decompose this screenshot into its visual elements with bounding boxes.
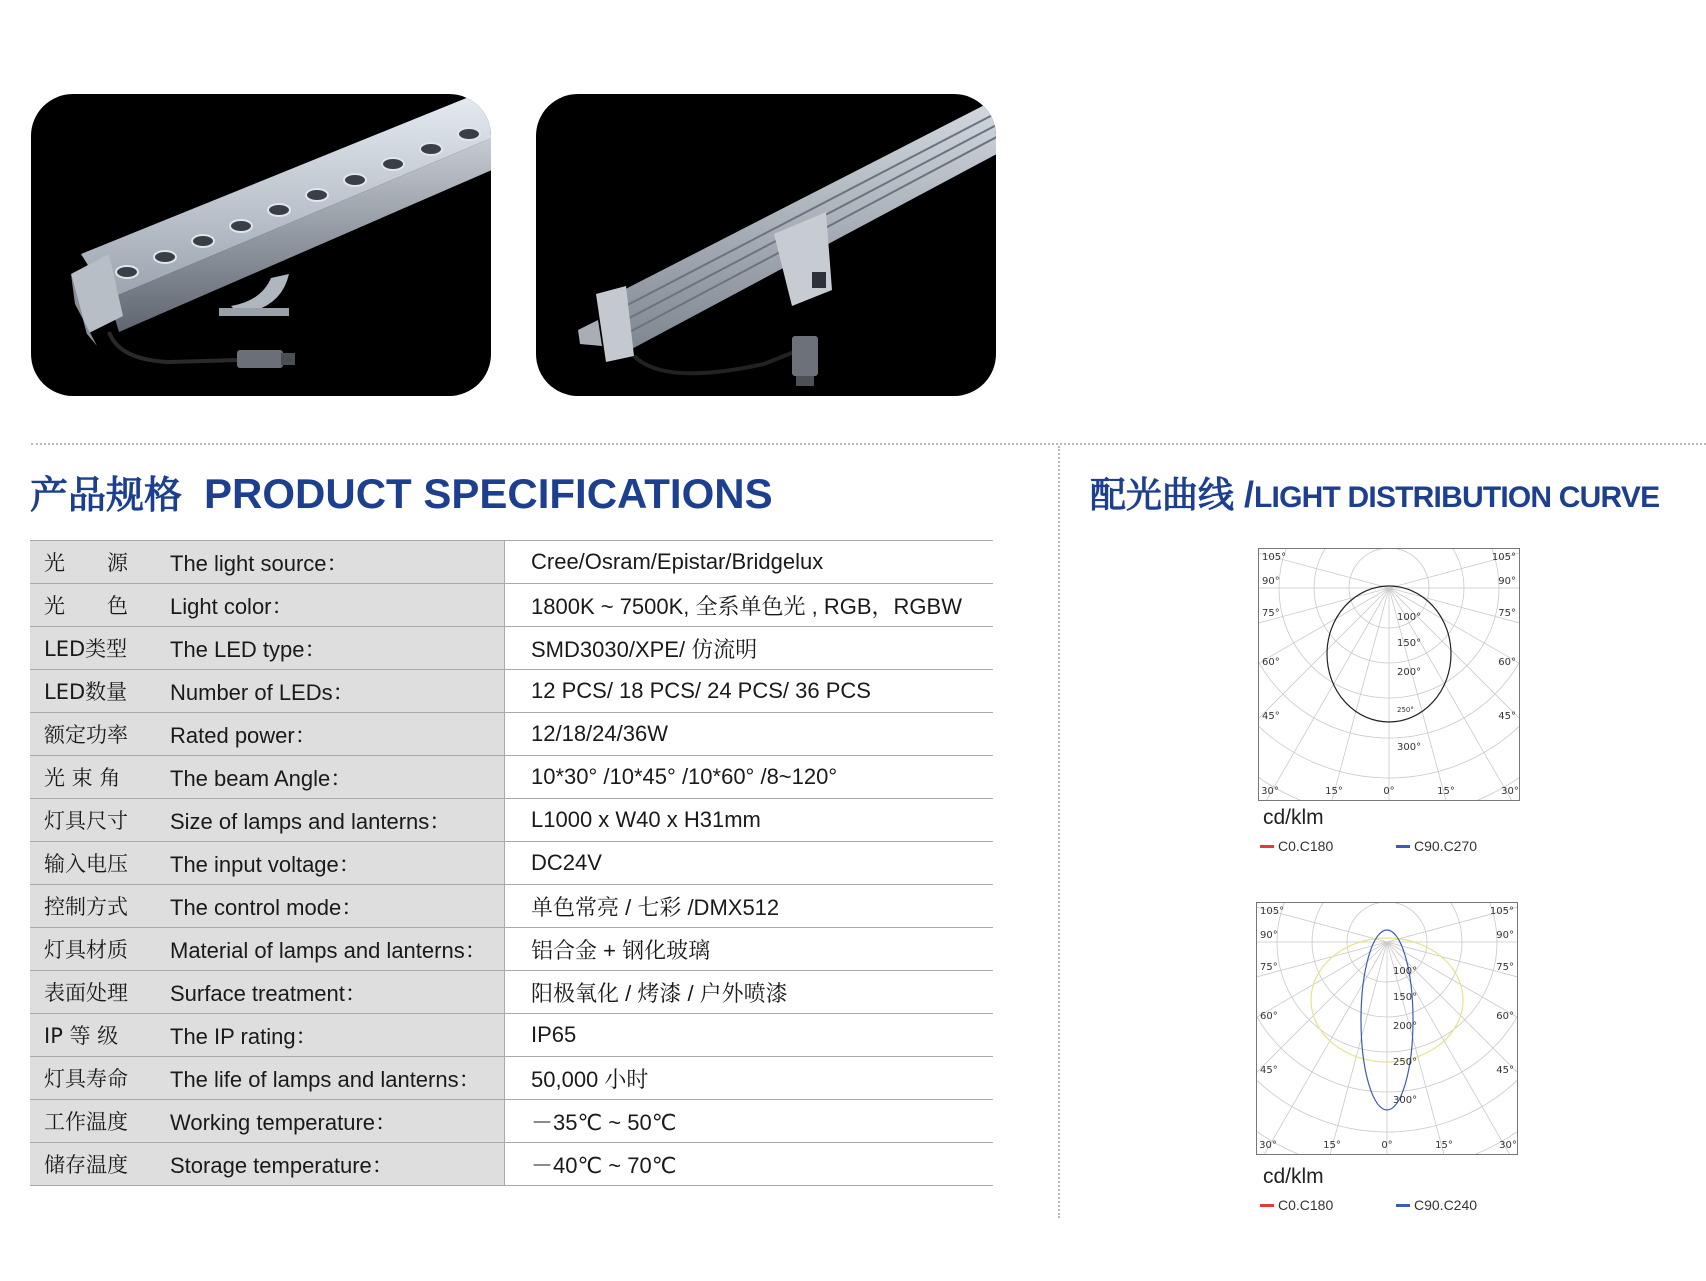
angle-label-bottom: 15° <box>1323 1140 1341 1151</box>
spec-row <box>30 885 993 928</box>
legend-label: C90.C270 <box>1414 838 1478 854</box>
spec-label-en: The light source： <box>164 541 505 584</box>
spec-value: IP65 <box>505 1014 994 1057</box>
angle-label-right: 60° <box>1496 1011 1514 1022</box>
angle-label-right: 75° <box>1498 608 1516 619</box>
spec-label-cn: 灯具尺寸 <box>30 799 164 842</box>
polar-curve-2-unit: cd/klm <box>1263 1165 1324 1188</box>
radial-label: 150° <box>1397 638 1422 649</box>
spec-value: Cree/Osram/Epistar/Bridgelux <box>505 541 994 584</box>
spec-label-cn: IP 等 级 <box>30 1014 164 1057</box>
spec-value: DC24V <box>505 842 994 885</box>
polar-curve-1-legend-2 <box>1396 838 1477 854</box>
spec-row <box>30 928 993 971</box>
spec-title-en: PRODUCT SPECIFICATIONS <box>204 470 773 517</box>
spec-row <box>30 1057 993 1100</box>
angle-label-bottom: 15° <box>1435 1140 1453 1151</box>
spec-label-cn: 灯具寿命 <box>30 1057 164 1100</box>
spec-label-cn: LED类型 <box>30 627 164 670</box>
angle-label-bottom: 0° <box>1381 1140 1393 1151</box>
radial-label: 300° <box>1397 742 1422 753</box>
spec-label-en: Size of lamps and lanterns： <box>164 799 505 842</box>
angle-label-bottom: 0° <box>1383 786 1395 797</box>
spec-label-cn: 输入电压 <box>30 842 164 885</box>
spec-row <box>30 670 993 713</box>
radial-label: 250° <box>1393 1057 1418 1068</box>
polar-curve-1-legend-1 <box>1260 838 1333 854</box>
light-distribution-heading <box>1090 472 1659 525</box>
angle-label-bottom: 30° <box>1499 1140 1517 1151</box>
spec-label-cn: 控制方式 <box>30 885 164 928</box>
spec-label-en: Number of LEDs： <box>164 670 505 713</box>
spec-row <box>30 627 993 670</box>
angle-label-bottom: 15° <box>1325 786 1343 797</box>
spec-label-cn: 光 色 <box>30 584 164 627</box>
spec-label-en: Working temperature： <box>164 1100 505 1143</box>
angle-label-right: 45° <box>1498 711 1516 722</box>
radial-label: 200° <box>1397 667 1422 678</box>
spec-label-en: Surface treatment： <box>164 971 505 1014</box>
legend-swatch-blue <box>1396 845 1410 848</box>
angle-label-left: 105° <box>1260 906 1285 917</box>
spec-value: 10*30° /10*45° /10*60° /8~120° <box>505 756 994 799</box>
spec-row <box>30 756 993 799</box>
spec-value: －35℃ ~ 50℃ <box>505 1100 994 1143</box>
angle-label-left: 75° <box>1260 962 1278 973</box>
spec-row <box>30 971 993 1014</box>
spec-value: 12 PCS/ 18 PCS/ 24 PCS/ 36 PCS <box>505 670 994 713</box>
angle-label-bottom: 15° <box>1437 786 1455 797</box>
curve-title-en: LIGHT DISTRIBUTION CURVE <box>1254 481 1660 514</box>
radial-label: 100° <box>1397 612 1422 623</box>
angle-label-right: 90° <box>1498 576 1516 587</box>
angle-label-right: 105° <box>1491 552 1516 563</box>
spec-label-cn: 表面处理 <box>30 971 164 1014</box>
product-photo-back <box>536 94 996 396</box>
spec-row <box>30 584 993 627</box>
angle-label-left: 105° <box>1262 552 1287 563</box>
spec-value: 50,000 小时 <box>505 1057 994 1100</box>
radial-label: 150° <box>1393 992 1418 1003</box>
legend-label: C0.C180 <box>1278 838 1334 854</box>
spec-label-cn: 储存温度 <box>30 1143 164 1186</box>
spec-row <box>30 799 993 842</box>
spec-value: －40℃ ~ 70℃ <box>505 1143 994 1186</box>
horizontal-divider <box>31 443 1706 445</box>
spec-row <box>30 842 993 885</box>
legend-swatch-red <box>1260 1204 1274 1207</box>
vertical-divider <box>1058 446 1060 1218</box>
spec-value: L1000 x W40 x H31mm <box>505 799 994 842</box>
spec-value: 铝合金 + 钢化玻璃 <box>505 928 994 971</box>
spec-label-cn: 光 源 <box>30 541 164 584</box>
polar-curve-2-plot <box>1256 902 1518 1155</box>
spec-label-en: Light color： <box>164 584 505 627</box>
spec-value: 阳极氧化 / 烤漆 / 户外喷漆 <box>505 971 994 1014</box>
spec-label-en: The input voltage： <box>164 842 505 885</box>
spec-row <box>30 1014 993 1057</box>
angle-label-left: 45° <box>1260 1065 1278 1076</box>
spec-label-en: Material of lamps and lanterns： <box>164 928 505 971</box>
polar-curve-2-legend-1 <box>1260 1197 1333 1213</box>
spec-row <box>30 1143 993 1186</box>
spec-label-en: The control mode： <box>164 885 505 928</box>
spec-title-cn: 产品规格 <box>30 473 183 517</box>
angle-label-right: 45° <box>1496 1065 1514 1076</box>
led-wall-washer-bar-back-image <box>536 94 996 396</box>
spec-label-cn: 灯具材质 <box>30 928 164 971</box>
spec-row <box>30 713 993 756</box>
angle-label-bottom: 30° <box>1261 786 1279 797</box>
angle-label-left: 60° <box>1262 657 1280 668</box>
legend-label: C90.C240 <box>1414 1197 1478 1213</box>
spec-label-en: The IP rating： <box>164 1014 505 1057</box>
radial-label: 200° <box>1393 1021 1418 1032</box>
spec-row <box>30 1100 993 1143</box>
angle-label-left: 60° <box>1260 1011 1278 1022</box>
legend-swatch-blue <box>1396 1204 1410 1207</box>
polar-curve-1-plot <box>1258 548 1520 801</box>
spec-label-en: The beam Angle： <box>164 756 505 799</box>
spec-value: SMD3030/XPE/ 仿流明 <box>505 627 994 670</box>
led-wall-washer-bar-front-image <box>31 94 491 396</box>
spec-row <box>30 541 993 584</box>
angle-label-left: 90° <box>1262 576 1280 587</box>
angle-label-right: 105° <box>1489 906 1514 917</box>
angle-label-left: 75° <box>1262 608 1280 619</box>
spec-label-en: The LED type： <box>164 627 505 670</box>
product-specifications-heading <box>30 468 773 529</box>
radial-label: 300° <box>1393 1095 1418 1106</box>
angle-label-bottom: 30° <box>1501 786 1519 797</box>
polar-curve-chart-2 <box>1256 902 1518 1155</box>
angle-label-right: 75° <box>1496 962 1514 973</box>
radial-label: 250° <box>1397 706 1414 714</box>
angle-label-right: 90° <box>1496 930 1514 941</box>
product-photo-front <box>31 94 491 396</box>
curve-title-cn: 配光曲线 <box>1090 475 1235 516</box>
curve-title-separator: / <box>1234 474 1255 515</box>
legend-swatch-red <box>1260 845 1274 848</box>
spec-label-en: Storage temperature： <box>164 1143 505 1186</box>
spec-value: 单色常亮 / 七彩 /DMX512 <box>505 885 994 928</box>
spec-label-cn: 额定功率 <box>30 713 164 756</box>
spec-label-cn: 工作温度 <box>30 1100 164 1143</box>
angle-label-left: 45° <box>1262 711 1280 722</box>
spec-table <box>30 540 993 1186</box>
angle-label-bottom: 30° <box>1259 1140 1277 1151</box>
radial-label: 100° <box>1393 966 1418 977</box>
spec-label-en: The life of lamps and lanterns： <box>164 1057 505 1100</box>
spec-label-en: Rated power： <box>164 713 505 756</box>
polar-curve-2-legend-2 <box>1396 1197 1477 1213</box>
spec-value: 12/18/24/36W <box>505 713 994 756</box>
spec-label-cn: LED数量 <box>30 670 164 713</box>
spec-label-cn: 光 束 角 <box>30 756 164 799</box>
legend-label: C0.C180 <box>1278 1197 1334 1213</box>
angle-label-right: 60° <box>1498 657 1516 668</box>
angle-label-left: 90° <box>1260 930 1278 941</box>
spec-value: 1800K ~ 7500K, 全系单色光 , RGB，RGBW <box>505 584 994 627</box>
polar-curve-chart-1 <box>1258 548 1520 801</box>
polar-curve-1-unit: cd/klm <box>1263 806 1324 829</box>
